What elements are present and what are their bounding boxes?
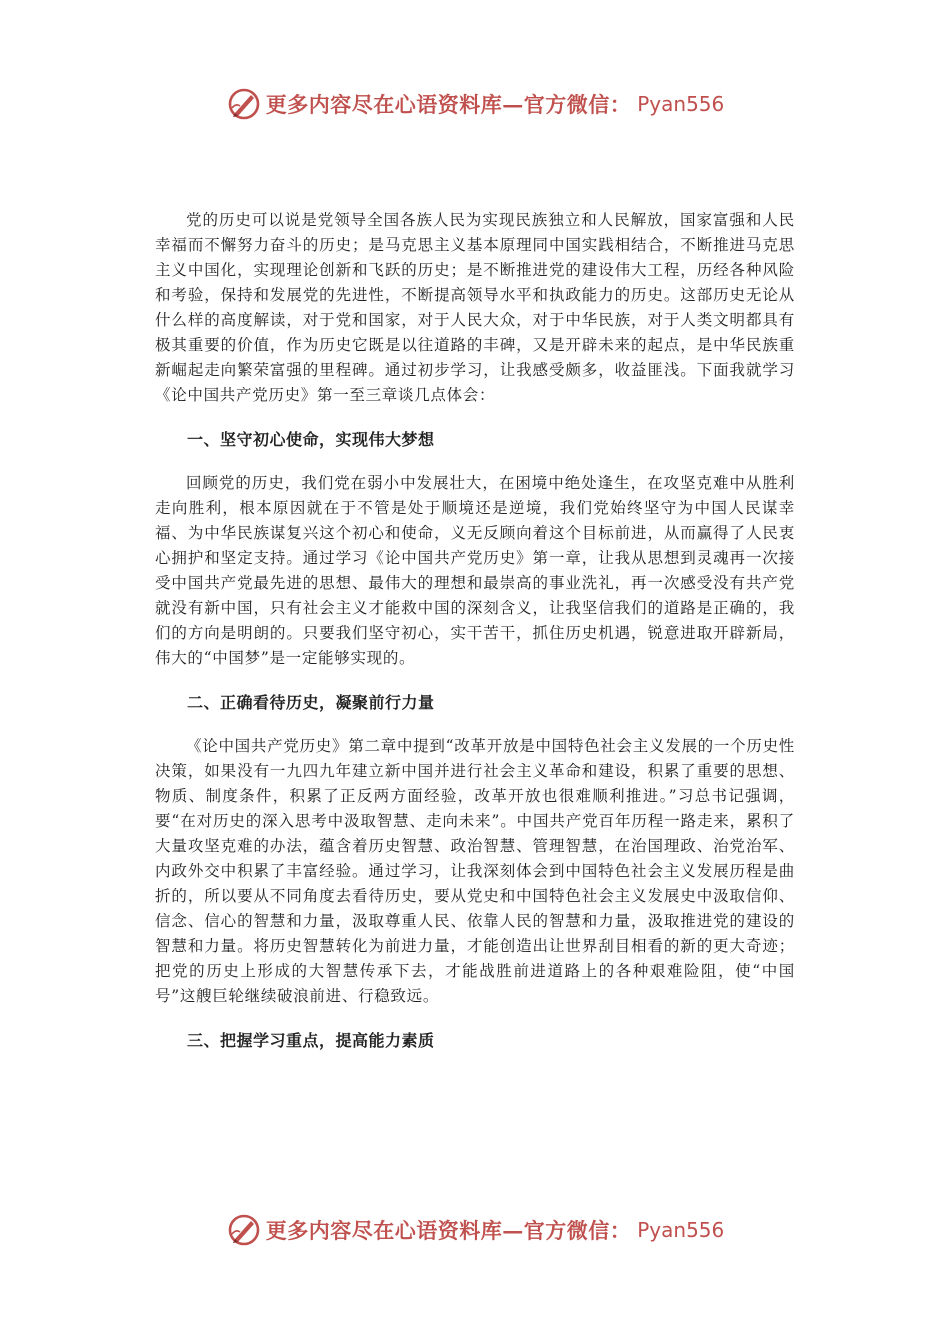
intro-paragraph: 党的历史可以说是党领导全国各族人民为实现民族独立和人民解放，国家富强和人民幸福而不懈努力奋斗的历史；是马克思主义基本原理同中国实践相结合，不断推进马克思主义中国化，实现理论创新和飞跃的历史；是不断推进党的建设伟大工程，历经各种风险和考验，保持和发展党的先进性，不断提高领导水平和执政能力的历史。这部历史无论从什么样的高度解读，对于党和国家，对于人民大众，对于中华民族，对于人类文明都具有极其重要的价值，作为历史它既是以往道路的丰碑，又是开辟未来的起点，是中华民族重新崛起走向繁荣富强的里程碑。通过初步学习，让我感受颇多，收益匪浅。下面我就学习《论中国共产党历史》第一至三章谈几点体会： [155, 211, 795, 404]
section-heading-3: 三、把握学习重点，提高能力素质 [187, 1031, 435, 1050]
pen-logo-icon [226, 86, 262, 122]
banner-text: 更多内容尽在心语资料库—官方微信： [265, 92, 632, 117]
banner-wechat-id: Pyan556 [637, 92, 725, 116]
header-watermark-banner [0, 84, 950, 124]
section-paragraph-2: 《论中国共产党历史》第二章中提到“改革开放是中国特色社会主义发展的一个历史性决策，如果没有一九四九年建立新中国并进行社会主义革命和建设，积累了重要的思想、物质、制度条件，积累了正反两方面经验，改革开放也很难顺利推进。”习总书记强调，要“在对历史的深入思考中汲取智慧、走向未来”。中国共产党百年历程一路走来，累积了大量攻坚克难的办法，蕴含着历史智慧、政治智慧、管理智慧，在治国理政、治党治军、内政外交中积累了丰富经验。通过学习，让我深刻体会到中国特色社会主义发展历程是曲折的，所以要从不同角度去看待历史，要从党史和中国特色社会主义发展史中汲取信仰、信念、信心的智慧和力量，汲取尊重人民、依靠人民的智慧和力量，汲取推进党的建设的智慧和力量。将历史智慧转化为前进力量，才能创造出让世界刮目相看的新的更大奇迹；把党的历史上形成的大智慧传承下去，才能战胜前进道路上的各种艰难险阻，使“中国号”这艘巨轮继续破浪前进、行稳致远。 [155, 737, 795, 1005]
pen-logo-icon [226, 1212, 262, 1248]
banner-text: 更多内容尽在心语资料库—官方微信： [265, 1218, 632, 1243]
section-paragraph-1: 回顾党的历史，我们党在弱小中发展壮大，在困境中绝处逢生，在攻坚克难中从胜利走向胜利，根本原因就在于不管是处于顺境还是逆境，我们党始终坚守为中国人民谋幸福、为中华民族谋复兴这个初心和使命，义无反顾向着这个目标前进，从而赢得了人民衷心拥护和坚定支持。通过学习《论中国共产党历史》第一章，让我从思想到灵魂再一次接受中国共产党最先进的思想、最伟大的理想和最崇高的事业洗礼，再一次感受没有共产党就没有新中国，只有社会主义才能救中国的深刻含义，让我坚信我们的道路是正确的，我们的方向是明朗的。只要我们坚守初心，实干苦干，抓住历史机遇，锐意进取开辟新局，伟大的“中国梦”是一定能够实现的。 [155, 474, 795, 667]
banner-wechat-id: Pyan556 [637, 1218, 725, 1242]
document-body [155, 208, 795, 1053]
section-heading-2: 二、正确看待历史，凝聚前行力量 [187, 693, 435, 712]
section-heading-1: 一、坚守初心使命，实现伟大梦想 [187, 430, 435, 449]
footer-watermark-banner [0, 1210, 950, 1250]
